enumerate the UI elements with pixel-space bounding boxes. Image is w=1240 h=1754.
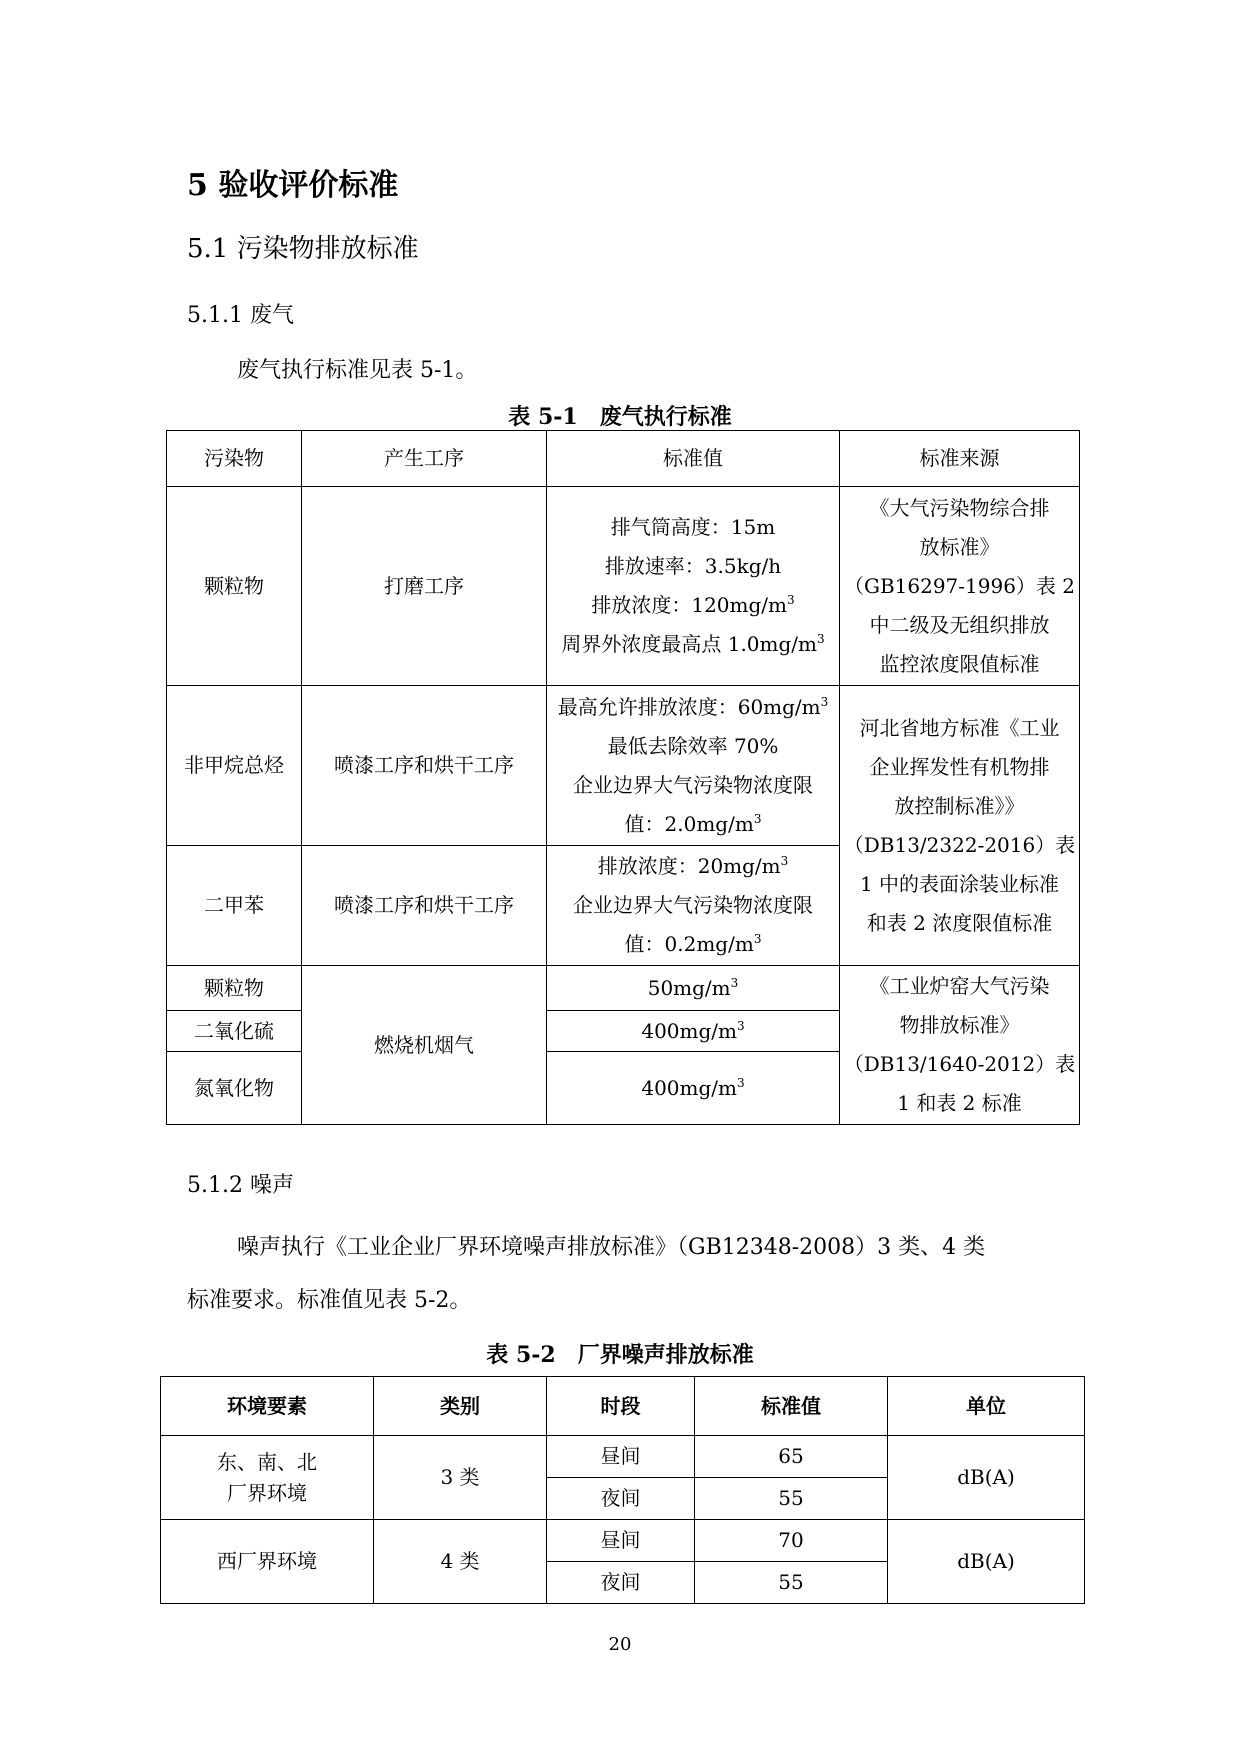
source-line: 物排放标准》 [899, 1013, 1020, 1037]
noise-standards-table [160, 1376, 1085, 1604]
table1-row4-pollutant: 颗粒物 [167, 966, 302, 1011]
table1-header-process: 产生工序 [302, 431, 547, 487]
subsection-heading: 5.1 污染物排放标准 [187, 234, 419, 264]
source-line: 1 和表 2 标准 [897, 1091, 1022, 1115]
waste-gas-intro: 废气执行标准见表 5-1。 [237, 358, 478, 383]
table1-rows456-process: 燃烧机烟气 [302, 966, 547, 1125]
table1-row6-value: $400mg/m^3$ [547, 1052, 840, 1125]
source-line: （DB13/1640-2012）表 [843, 1052, 1076, 1076]
table1-rows23-source [840, 686, 1080, 966]
source-line: 河北省地方标准《工业 [859, 715, 1060, 740]
table1-row5-pollutant: 二氧化硫 [167, 1011, 302, 1052]
table2-group1-day-value: 65 [695, 1436, 888, 1478]
table1-header-value: 标准值 [547, 431, 840, 487]
source-line: 和表 2 浓度限值标准 [866, 910, 1053, 935]
table1-row3-values [547, 846, 840, 966]
table2-group2-unit: dB(A) [888, 1520, 1085, 1604]
noise-paragraph-line1: 噪声执行《工业企业厂界环境噪声排放标准》（GB12348-2008）3 类、4 类 [237, 1235, 986, 1260]
table1-row3-pollutant: 二甲苯 [167, 846, 302, 966]
source-line: 放控制标准》》 [894, 793, 1025, 818]
table2-group1-element [161, 1436, 374, 1520]
waste-gas-standards-table [166, 430, 1080, 1125]
table2-header-unit: 单位 [888, 1377, 1085, 1436]
table1-row4-value: $50mg/m^3$ [547, 966, 840, 1011]
noise-heading: 5.1.2 噪声 [187, 1173, 294, 1198]
source-line: 监控浓度限值标准 [879, 651, 1040, 676]
table1-row6-pollutant: 氮氧化物 [167, 1052, 302, 1125]
table1-row2-values [547, 686, 840, 846]
value-line: 排放速率：3.5kg/h [604, 554, 782, 578]
element-line: 厂界环境 [227, 1480, 307, 1505]
source-line: （DB13/2322-2016）表 [843, 832, 1076, 857]
value-line: 最低去除效率 70% [607, 733, 779, 758]
table2-caption: 表 5-2 厂界噪声排放标准 [486, 1342, 754, 1368]
table1-header-source: 标准来源 [840, 431, 1080, 487]
value-line: 值：$0.2mg/m^3$ [624, 932, 762, 956]
table1-header-pollutant: 污染物 [167, 431, 302, 487]
table1-row1-source [840, 487, 1080, 686]
source-line: 《工业炉窑大气污染 [869, 974, 1050, 998]
table1-row2-process: 喷漆工序和烘干工序 [302, 686, 547, 846]
section-heading: 5 验收评价标准 [187, 168, 399, 203]
table2-group1-day: 昼间 [547, 1436, 695, 1478]
source-line: 企业挥发性有机物排 [869, 754, 1050, 779]
source-line: 1 中的表面涂装业标准 [859, 871, 1060, 896]
table2-group2-day: 昼间 [547, 1520, 695, 1562]
value-line: 最高允许排放浓度：$60mg/m^3$ [557, 694, 829, 719]
source-line: 放标准》 [919, 534, 1000, 559]
table2-group2-category: 4 类 [374, 1520, 547, 1604]
table1-row5-value: $400mg/m^3$ [547, 1011, 840, 1052]
table2-group2-element: 西厂界环境 [161, 1520, 374, 1604]
element-line: 东、南、北 [217, 1449, 317, 1474]
table2-group2-night: 夜间 [547, 1562, 695, 1604]
page-number: 20 [608, 1634, 632, 1655]
value-line: 排放浓度：$20mg/m^3$ [597, 854, 789, 878]
value-line: 排气筒高度：15m [610, 515, 776, 539]
source-line: （GB16297-1996）表 2 [843, 573, 1076, 598]
table1-row1-pollutant: 颗粒物 [167, 487, 302, 686]
table1-row2-pollutant: 非甲烷总烃 [167, 686, 302, 846]
table2-header-category: 类别 [374, 1377, 547, 1436]
source-line: 《大气污染物综合排 [869, 495, 1050, 520]
value-line: 值：$2.0mg/m^3$ [624, 811, 762, 836]
table1-row1-process: 打磨工序 [302, 487, 547, 686]
value-line: 企业边界大气污染物浓度限 [573, 893, 813, 917]
table1-rows456-source [840, 966, 1080, 1125]
noise-paragraph-line2: 标准要求。标准值见表 5-2。 [187, 1288, 472, 1313]
source-line: 中二级及无组织排放 [869, 612, 1050, 637]
value-line: 周界外浓度最高点 $1.0mg/m^3$ [561, 632, 825, 656]
table2-group2-night-value: 55 [695, 1562, 888, 1604]
waste-gas-heading: 5.1.1 废气 [187, 303, 294, 328]
table2-group1-category: 3 类 [374, 1436, 547, 1520]
table2-header-element: 环境要素 [161, 1377, 374, 1436]
table2-header-period: 时段 [547, 1377, 695, 1436]
table2-group1-unit: dB(A) [888, 1436, 1085, 1520]
table1-row1-values [547, 487, 840, 686]
value-line: 排放浓度：$120mg/m^3$ [591, 593, 795, 617]
table1-caption: 表 5-1 废气执行标准 [508, 404, 732, 430]
table2-group2-day-value: 70 [695, 1520, 888, 1562]
table2-group1-night: 夜间 [547, 1478, 695, 1520]
table2-header-value: 标准值 [695, 1377, 888, 1436]
value-line: 企业边界大气污染物浓度限 [573, 772, 813, 797]
table2-group1-night-value: 55 [695, 1478, 888, 1520]
table1-row3-process: 喷漆工序和烘干工序 [302, 846, 547, 966]
